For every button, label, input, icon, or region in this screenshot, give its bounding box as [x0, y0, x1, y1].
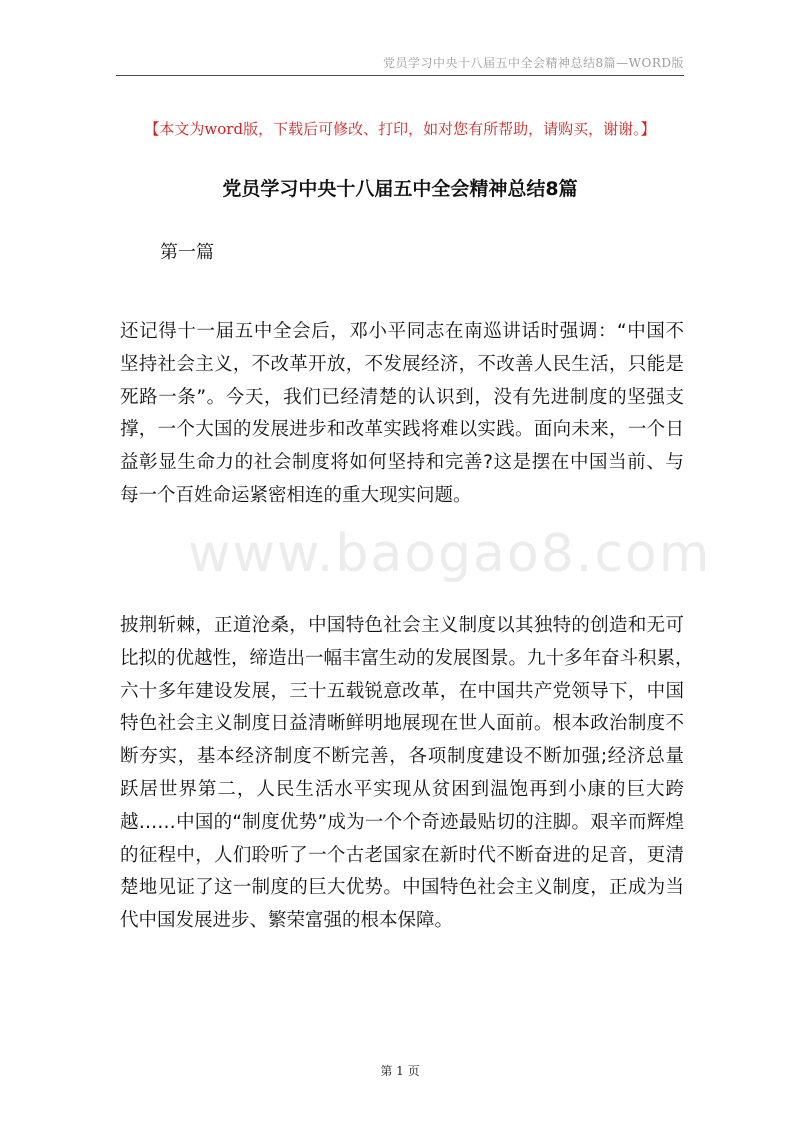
paragraph-line: 特色社会主义制度日益清晰鲜明地展现在世人面前。根本政治制度不 — [120, 713, 684, 735]
paragraph-line: 六十多年建设发展，三十五载锐意改革，在中国共产党领导下，中国 — [120, 680, 684, 702]
paragraph-line: 比拟的优越性，缔造出一幅丰富生动的发展图景。九十多年奋斗积累， — [120, 647, 694, 669]
running-header: 党员学习中央十八届五中全会精神总结8篇—WORD版 — [383, 56, 684, 70]
paragraph-2 — [120, 610, 694, 938]
paragraph-line: 断夯实，基本经济制度不断完善，各项制度建设不断加强;经济总量 — [120, 746, 684, 768]
paragraph-line: 还记得十一届五中全会后，邓小平同志在南巡讲话时强调：“中国不 — [120, 321, 684, 342]
paragraph-line: 坚持社会主义，不改革开放，不发展经济，不改善人民生活，只能是 — [120, 353, 684, 375]
paragraph-line: 代中国发展进步、繁荣富强的根本保障。 — [120, 910, 454, 932]
section-label: 第一篇 — [160, 242, 214, 263]
paragraph-line: 撑，一个大国的发展进步和改革实践将难以实践。面向未来，一个日 — [120, 419, 684, 441]
paragraph-line: 益彰显生命力的社会制度将如何坚持和完善?这是摆在中国当前、与 — [120, 452, 684, 474]
paragraph-line: 披荆斩棘，正道沧桑，中国特色社会主义制度以其独特的创造和无可 — [120, 615, 684, 636]
download-notice: 【本文为word版，下载后可修改、打印，如对您有所帮助，请购买，谢谢。】 — [144, 120, 656, 138]
page-number: 第 1 页 — [380, 1064, 420, 1078]
paragraph-line: 每一个百姓命运紧密相连的重大现实问题。 — [120, 484, 472, 506]
document-title: 党员学习中央十八届五中全会精神总结8篇 — [222, 178, 578, 200]
paragraph-line: 死路一条”。今天，我们已经清楚的认识到，没有先进制度的坚强支 — [120, 386, 684, 408]
paragraph-line: 跃居世界第二，人民生活水平实现从贫困到温饱再到小康的巨大跨 — [120, 778, 684, 800]
paragraph-1 — [120, 316, 684, 513]
watermark: www.baogao8.com — [188, 524, 712, 584]
header-rule — [116, 75, 684, 76]
paragraph-line: 的征程中，人们聆听了一个古老国家在新时代不断奋进的足音，更清 — [120, 844, 684, 866]
paragraph-line: 越……中国的“制度优势”成为一个个奇迹最贴切的注脚。艰辛而辉煌 — [120, 811, 684, 833]
paragraph-line: 楚地见证了这一制度的巨大优势。中国特色社会主义制度，正成为当 — [120, 877, 684, 899]
